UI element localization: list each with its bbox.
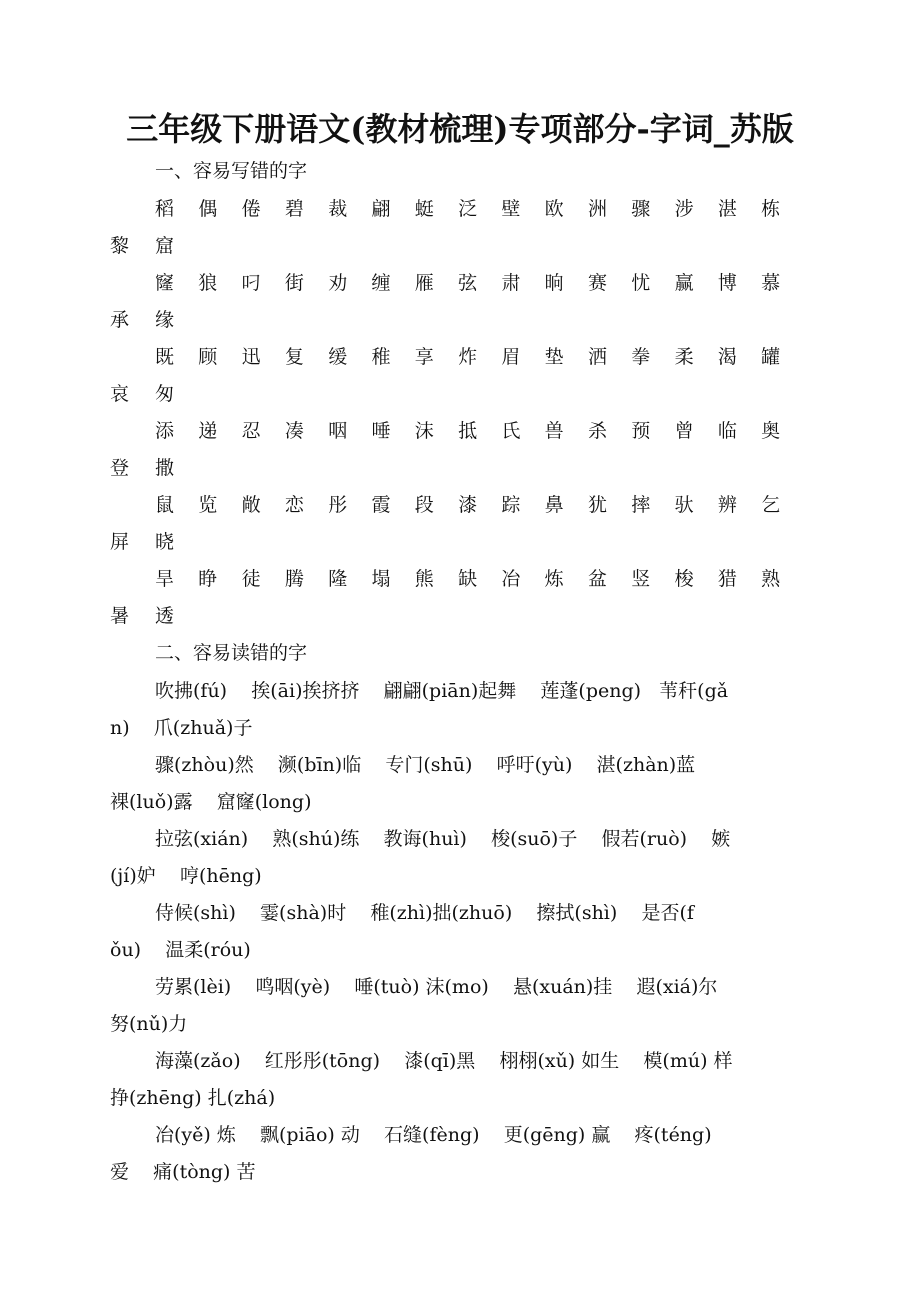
char-item: 窟: [155, 235, 175, 257]
char-item: 柔: [674, 346, 694, 368]
char-item: 涉: [674, 198, 694, 220]
char-item: 漆: [458, 494, 478, 516]
char-item: 蜓: [414, 198, 434, 220]
char-item: 稻: [155, 198, 175, 220]
char-row: [155, 418, 804, 444]
char-item: 倦: [241, 198, 261, 220]
char-item: 霞: [371, 494, 391, 516]
char-item: 忍: [241, 420, 261, 442]
char-item: 奥: [761, 420, 781, 442]
char-item: 骤: [631, 198, 651, 220]
char-item: 哀: [110, 383, 130, 405]
char-item: 窿: [155, 272, 175, 294]
char-item: 拳: [631, 346, 651, 368]
char-item: 屏: [110, 531, 130, 553]
char-item: 恋: [284, 494, 304, 516]
char-row-continuation: [110, 603, 200, 629]
char-item: 彤: [328, 494, 348, 516]
char-item: 狼: [198, 272, 218, 294]
char-item: 炼: [544, 568, 564, 590]
char-item: 递: [198, 420, 218, 442]
char-item: 顾: [198, 346, 218, 368]
char-item: 乞: [761, 494, 781, 516]
char-item: 洲: [587, 198, 607, 220]
char-item: 湛: [717, 198, 737, 220]
char-item: 渴: [717, 346, 737, 368]
char-item: 凑: [284, 420, 304, 442]
char-item: 登: [110, 457, 130, 479]
char-item: 稚: [371, 346, 391, 368]
char-item: 缺: [458, 568, 478, 590]
char-item: 承: [110, 309, 130, 331]
char-item: 猎: [717, 568, 737, 590]
char-row: [155, 196, 804, 222]
char-item: 垫: [544, 346, 564, 368]
char-item: 添: [155, 420, 175, 442]
char-item: 梭: [674, 568, 694, 590]
char-item: 犹: [587, 494, 607, 516]
char-item: 黎: [110, 235, 130, 257]
pinyin-line-continuation: 挣(zhēng) 扎(zhá): [110, 1087, 276, 1109]
document-title: 三年级下册语文(教材梳理)专项部分-字词_苏版: [126, 110, 794, 148]
char-item: 既: [155, 346, 175, 368]
pinyin-line-continuation: (jí)妒 哼(hēng): [110, 865, 262, 887]
char-item: 摔: [631, 494, 651, 516]
char-item: 敞: [241, 494, 261, 516]
char-item: 赢: [674, 272, 694, 294]
char-item: 沫: [414, 420, 434, 442]
char-item: 街: [284, 272, 304, 294]
char-item: 忧: [631, 272, 651, 294]
char-item: 晓: [155, 531, 175, 553]
char-item: 享: [414, 346, 434, 368]
pinyin-line-continuation: ǒu) 温柔(róu): [110, 939, 251, 961]
char-item: 熟: [761, 568, 781, 590]
char-item: 匆: [155, 383, 175, 405]
char-item: 冶: [501, 568, 521, 590]
char-item: 碧: [284, 198, 304, 220]
char-item: 炸: [458, 346, 478, 368]
char-item: 临: [717, 420, 737, 442]
char-item: 鼠: [155, 494, 175, 516]
char-item: 裁: [328, 198, 348, 220]
pinyin-line: 吹拂(fú) 挨(āi)挨挤挤 翩翩(piān)起舞 莲蓬(peng) 苇秆(gǎ: [155, 680, 729, 702]
char-item: 壁: [501, 198, 521, 220]
char-item: 睁: [198, 568, 218, 590]
pinyin-line: 海藻(zǎo) 红彤彤(tōng) 漆(qī)黑 栩栩(xǔ) 如生 模(mú) 样: [155, 1050, 733, 1072]
char-row: [155, 492, 804, 518]
char-item: 雁: [414, 272, 434, 294]
char-item: 咽: [328, 420, 348, 442]
char-item: 踪: [501, 494, 521, 516]
char-item: 翩: [371, 198, 391, 220]
pinyin-line: 劳累(lèi) 鸣咽(yè) 唾(tuò) 沫(mo) 悬(xuán)挂 遐(xiá)尔: [155, 976, 718, 998]
char-row: [155, 566, 804, 592]
pinyin-line-continuation: n) 爪(zhuǎ)子: [110, 717, 253, 739]
char-item: 偶: [198, 198, 218, 220]
char-item: 叼: [241, 272, 261, 294]
pinyin-line: 冶(yě) 炼 飘(piāo) 动 石缝(fèng) 更(gēng) 赢 疼(téng): [155, 1124, 712, 1146]
char-item: 慕: [761, 272, 781, 294]
char-item: 塌: [371, 568, 391, 590]
char-item: 预: [631, 420, 651, 442]
char-item: 眉: [501, 346, 521, 368]
char-row-continuation: [110, 233, 200, 259]
char-item: 兽: [544, 420, 564, 442]
char-item: 欧: [544, 198, 564, 220]
char-item: 博: [717, 272, 737, 294]
char-item: 徒: [241, 568, 261, 590]
char-item: 弦: [458, 272, 478, 294]
char-item: 缘: [155, 309, 175, 331]
pinyin-line: 侍候(shì) 霎(shà)时 稚(zhì)拙(zhuō) 擦拭(shì) 是否(f: [155, 902, 694, 924]
section-heading-mispronounced: 二、容易读错的字: [155, 642, 308, 664]
char-row-continuation: [110, 381, 200, 407]
char-item: 洒: [587, 346, 607, 368]
char-item: 腾: [284, 568, 304, 590]
char-row: [155, 270, 804, 296]
char-row-continuation: [110, 529, 200, 555]
char-item: 辨: [717, 494, 737, 516]
char-item: 曾: [674, 420, 694, 442]
char-item: 氏: [501, 420, 521, 442]
char-item: 劝: [328, 272, 348, 294]
char-item: 迅: [241, 346, 261, 368]
char-item: 暑: [110, 605, 130, 627]
char-item: 驮: [674, 494, 694, 516]
pinyin-line: 骤(zhòu)然 濒(bīn)临 专门(shū) 呼吁(yù) 湛(zhàn)蓝: [155, 754, 696, 776]
char-item: 泛: [458, 198, 478, 220]
char-row-continuation: [110, 307, 200, 333]
char-item: 旱: [155, 568, 175, 590]
pinyin-line: 拉弦(xián) 熟(shú)练 教诲(huì) 梭(suō)子 假若(ruò) 嫉: [155, 828, 731, 850]
char-item: 缓: [328, 346, 348, 368]
char-item: 盆: [587, 568, 607, 590]
char-item: 赛: [587, 272, 607, 294]
char-item: 撒: [155, 457, 175, 479]
char-row: [155, 344, 804, 370]
char-item: 晌: [544, 272, 564, 294]
char-item: 览: [198, 494, 218, 516]
char-item: 栋: [761, 198, 781, 220]
char-item: 唾: [371, 420, 391, 442]
char-item: 罐: [761, 346, 781, 368]
char-item: 抵: [458, 420, 478, 442]
char-item: 鼻: [544, 494, 564, 516]
char-item: 段: [414, 494, 434, 516]
section-heading-miswritten: 一、容易写错的字: [155, 160, 308, 182]
pinyin-line-continuation: 爱 痛(tòng) 苦: [110, 1161, 256, 1183]
char-item: 缠: [371, 272, 391, 294]
pinyin-line-continuation: 努(nǔ)力: [110, 1013, 188, 1035]
char-item: 肃: [501, 272, 521, 294]
char-row-continuation: [110, 455, 200, 481]
char-item: 竖: [631, 568, 651, 590]
char-item: 复: [284, 346, 304, 368]
pinyin-line-continuation: 裸(luǒ)露 窟窿(long): [110, 791, 312, 813]
char-item: 杀: [587, 420, 607, 442]
char-item: 熊: [414, 568, 434, 590]
char-item: 透: [155, 605, 175, 627]
char-item: 隆: [328, 568, 348, 590]
